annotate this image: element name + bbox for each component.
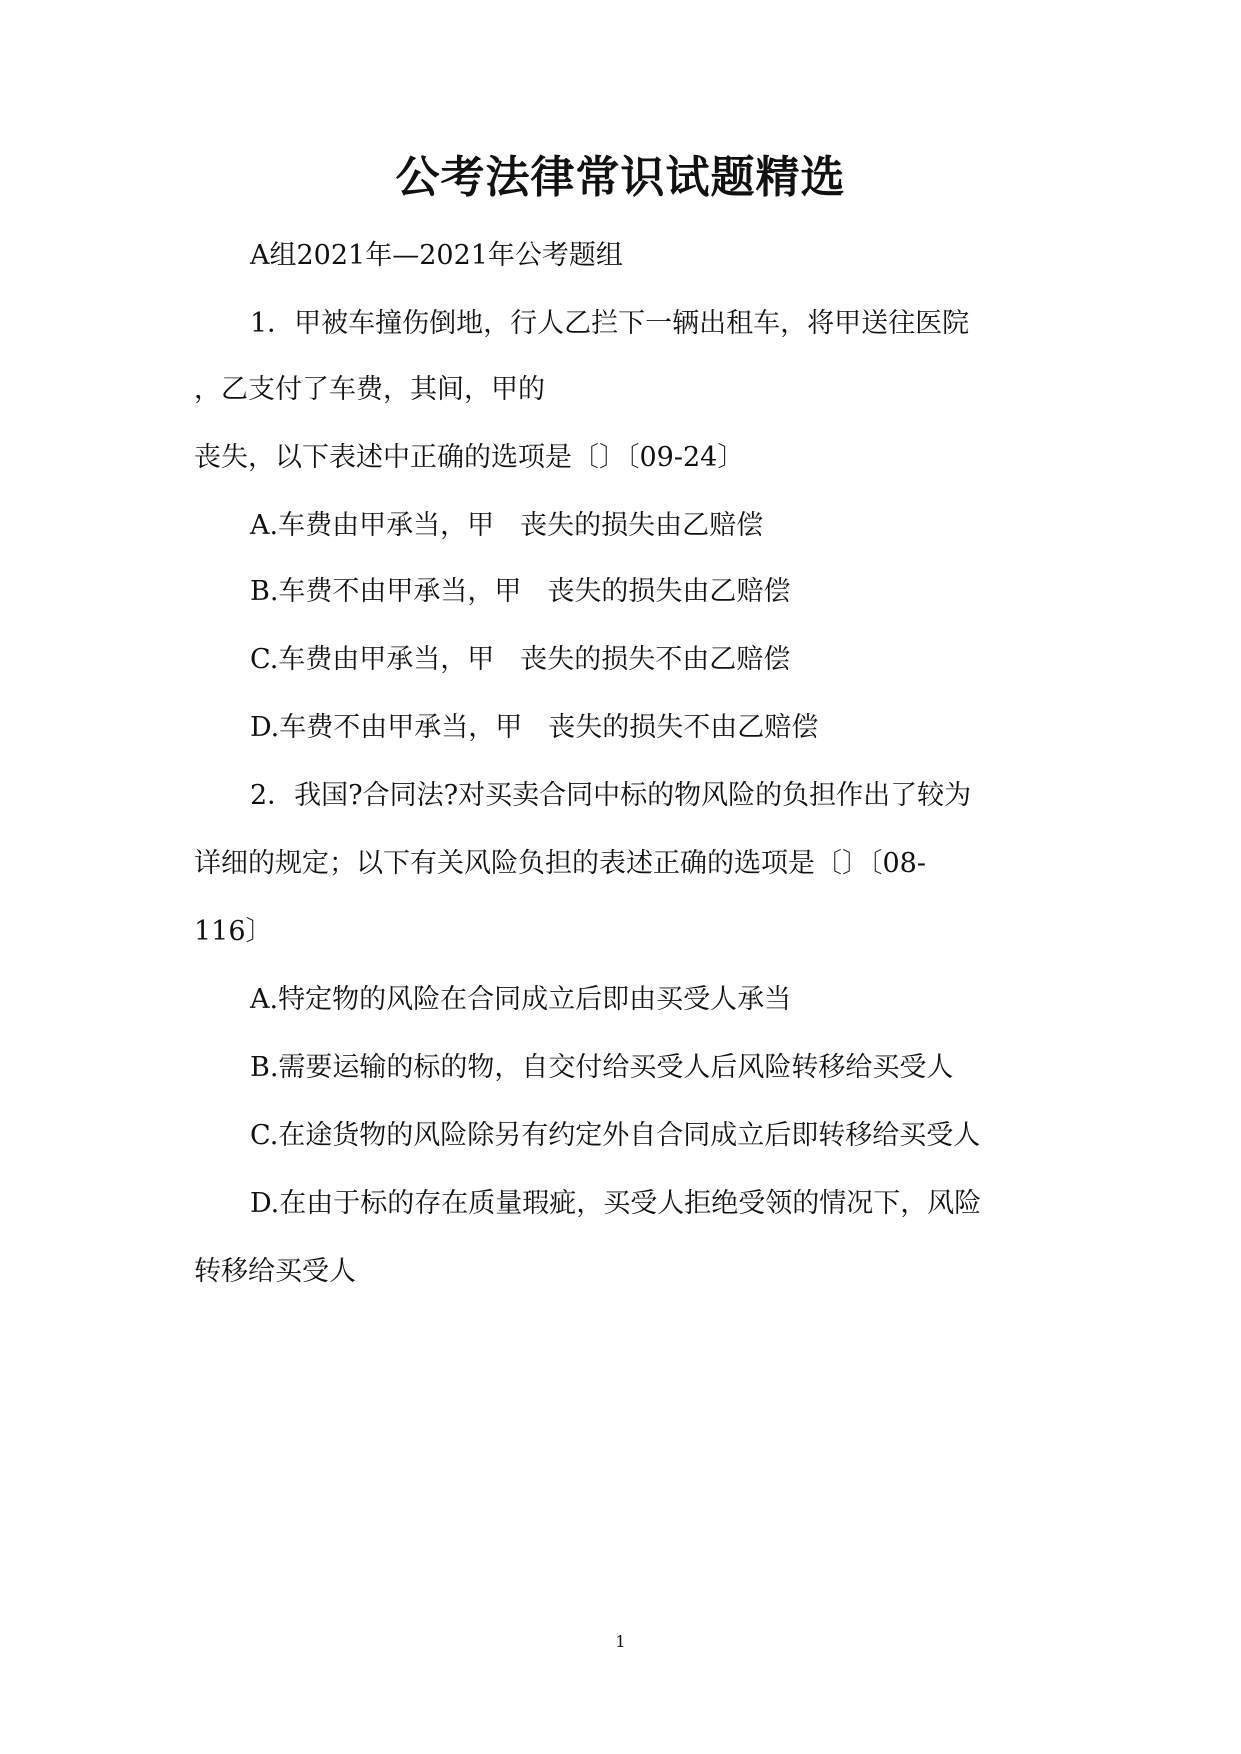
question-1-stem-line-3: 丧失，以下表述中正确的选项是〔〕〔09-24〕	[194, 442, 745, 473]
option-text: D.车费不由甲承当，甲	[250, 712, 523, 743]
question-1-option-a	[250, 506, 763, 546]
question-2-option-c: C.在途货物的风险除另有约定外自合同成立后即转移给买受人	[250, 1120, 981, 1151]
option-text: C.车费由甲承当，甲	[250, 644, 495, 675]
page-number: 1	[615, 1632, 626, 1651]
group-heading: A组2021年—2021年公考题组	[250, 240, 623, 271]
option-text: 丧失的损失不由乙赔偿	[520, 644, 791, 675]
question-1-option-b	[250, 572, 790, 612]
option-text: A.车费由甲承当，甲	[250, 510, 495, 541]
question-1-option-d	[250, 708, 818, 748]
question-2-stem-line-2: 详细的规定；以下有关风险负担的表述正确的选项是〔〕〔08-	[194, 848, 926, 879]
question-2-stem-line-3: 116〕	[194, 916, 273, 947]
question-2-option-b: B.需要运输的标的物，自交付给买受人后风险转移给买受人	[250, 1052, 954, 1083]
question-1-stem-line-1: 1．甲被车撞伤倒地，行人乙拦下一辆出租车，将甲送往医院	[250, 308, 970, 339]
question-2-option-d: D.在由于标的存在质量瑕疵，买受人拒绝受领的情况下，风险	[250, 1188, 982, 1219]
question-1-stem-line-2: ，乙支付了车费，其间，甲的	[194, 374, 545, 405]
option-text: B.车费不由甲承当，甲	[250, 576, 522, 607]
question-1-option-c	[250, 640, 790, 680]
question-2-option-a: A.特定物的风险在合同成立后即由买受人承当	[250, 984, 792, 1015]
option-text: 丧失的损失由乙赔偿	[520, 510, 764, 541]
question-2-stem-line-1: 2．我国?合同法?对买卖合同中标的物风险的负担作出了较为	[250, 780, 972, 811]
option-text: 丧失的损失由乙赔偿	[547, 576, 791, 607]
option-text: 丧失的损失不由乙赔偿	[548, 712, 819, 743]
question-2-option-d-continuation: 转移给买受人	[194, 1256, 356, 1287]
document-title: 公考法律常识试题精选	[395, 152, 846, 203]
